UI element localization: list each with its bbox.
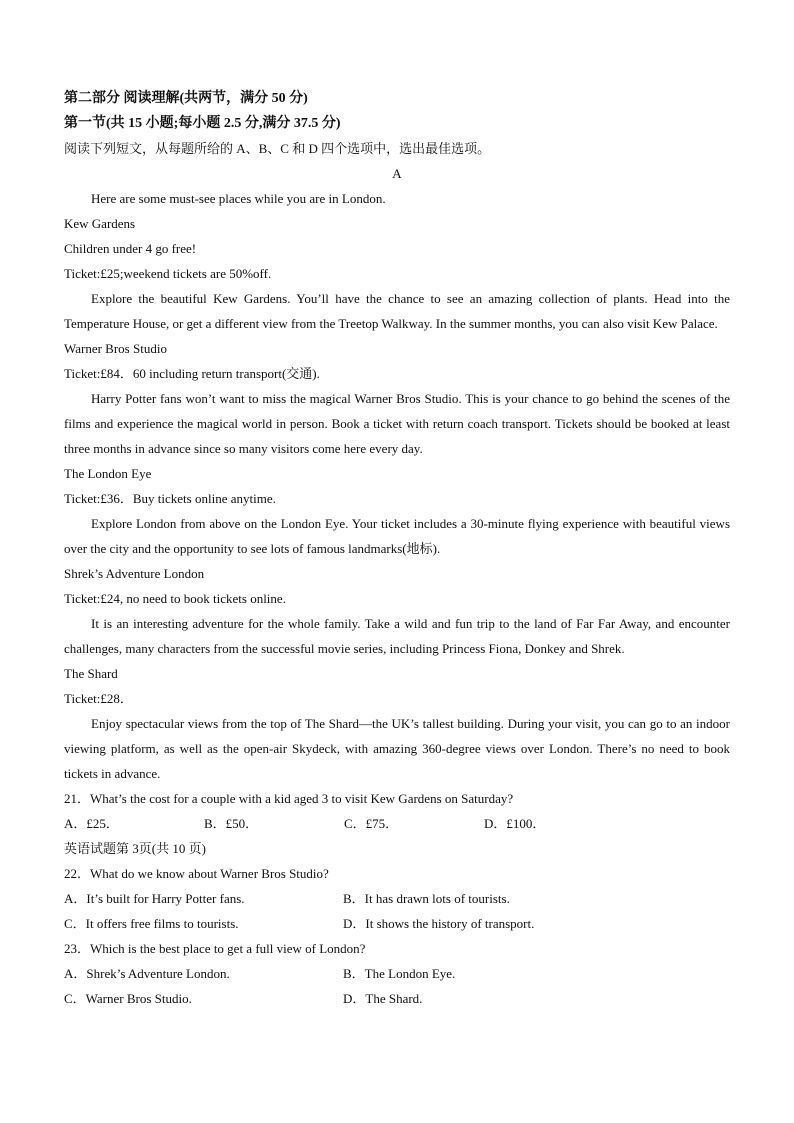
answer-options [64, 811, 730, 836]
place-description: Explore London from above on the London Eye. Your ticket includes a 30-minute flying experience with beautiful views over the city and the opportunity to see lots of famous landmarks(地标). [64, 516, 730, 556]
place-ticket: Ticket:£25;weekend tickets are 50%off. [64, 266, 272, 281]
option-d: D．The Shard. [343, 991, 423, 1006]
question-stem: 23．Which is the best place to get a full view of London? [64, 941, 366, 956]
place-description: Explore the beautiful Kew Gardens. You’ll have the chance to see an amazing collection of plants. Head into the Temperature House, or get a different view from the Treetop Walkway. In the summer months, you can also visit Kew Palace. [64, 291, 730, 331]
option-d: D．£100． [484, 816, 546, 831]
question-stem: 22．What do we know about Warner Bros Studio? [64, 866, 329, 881]
place-name: The Shard [64, 666, 118, 681]
place-description: Enjoy spectacular views from the top of The Shard—the UK’s tallest building. During your visit, you can go to an indoor viewing platform, as well as the open-air Skydeck, with amazing 360-degree views over London. There’s no need to book tickets in advance. [64, 716, 730, 781]
option-b: B．It has drawn lots of tourists. [343, 891, 510, 906]
place-name: The London Eye [64, 466, 152, 481]
instructions: 阅读下列短文，从每题所给的 A、B、C 和 D 四个选项中，选出最佳选项。 [64, 141, 491, 156]
place-description: It is an interesting adventure for the whole family. Take a wild and fun trip to the land of Far Far Away, and encounter challenges, many characters from the successful movie series, including Princess Fiona, Donkey and Shrek. [64, 616, 730, 656]
option-d: D．It shows the history of transport. [343, 916, 535, 931]
passage-intro: Here are some must-see places while you are in London. [91, 191, 386, 206]
option-a: A．It’s built for Harry Potter fans. [64, 891, 245, 906]
question-stem: 21．What’s the cost for a couple with a kid aged 3 to visit Kew Gardens on Saturday? [64, 791, 514, 806]
place-ticket: Ticket:£36．Buy tickets online anytime. [64, 491, 276, 506]
place-ticket: Ticket:£84．60 including return transport(交通). [64, 366, 320, 381]
passage-label: A [392, 166, 402, 181]
answer-options [64, 986, 730, 1011]
section-title: 第一节(共 15 小题;每小题 2.5 分,满分 37.5 分) [64, 116, 341, 131]
document-page [64, 86, 730, 1011]
place-name: Kew Gardens [64, 216, 136, 231]
option-c: C．£75． [344, 816, 399, 831]
option-b: B．The London Eye. [343, 966, 456, 981]
page-footer: 英语试题第 3页(共 10 页) [64, 841, 206, 856]
option-c: C．Warner Bros Studio. [64, 991, 192, 1006]
place-ticket: Ticket:£28． [64, 691, 133, 706]
option-b: B．£50． [204, 816, 259, 831]
option-c: C．It offers free films to tourists. [64, 916, 239, 931]
answer-options [64, 886, 730, 911]
place-name: Warner Bros Studio [64, 341, 167, 356]
answer-options [64, 911, 730, 936]
place-note: Children under 4 go free! [64, 241, 197, 256]
answer-options [64, 961, 730, 986]
place-name: Shrek’s Adventure London [64, 566, 205, 581]
option-a: A．£25． [64, 816, 119, 831]
place-description: Harry Potter fans won’t want to miss the magical Warner Bros Studio. This is your chance to go behind the scenes of the films and experience the magical world in person. Book a ticket with return coach transport. Tickets should be booked at least three months in advance since so many visitors come here every day. [64, 391, 730, 456]
part-title: 第二部分 阅读理解(共两节，满分 50 分) [64, 91, 308, 106]
option-a: A．Shrek’s Adventure London. [64, 966, 230, 981]
place-ticket: Ticket:£24, no need to book tickets online. [64, 591, 286, 606]
